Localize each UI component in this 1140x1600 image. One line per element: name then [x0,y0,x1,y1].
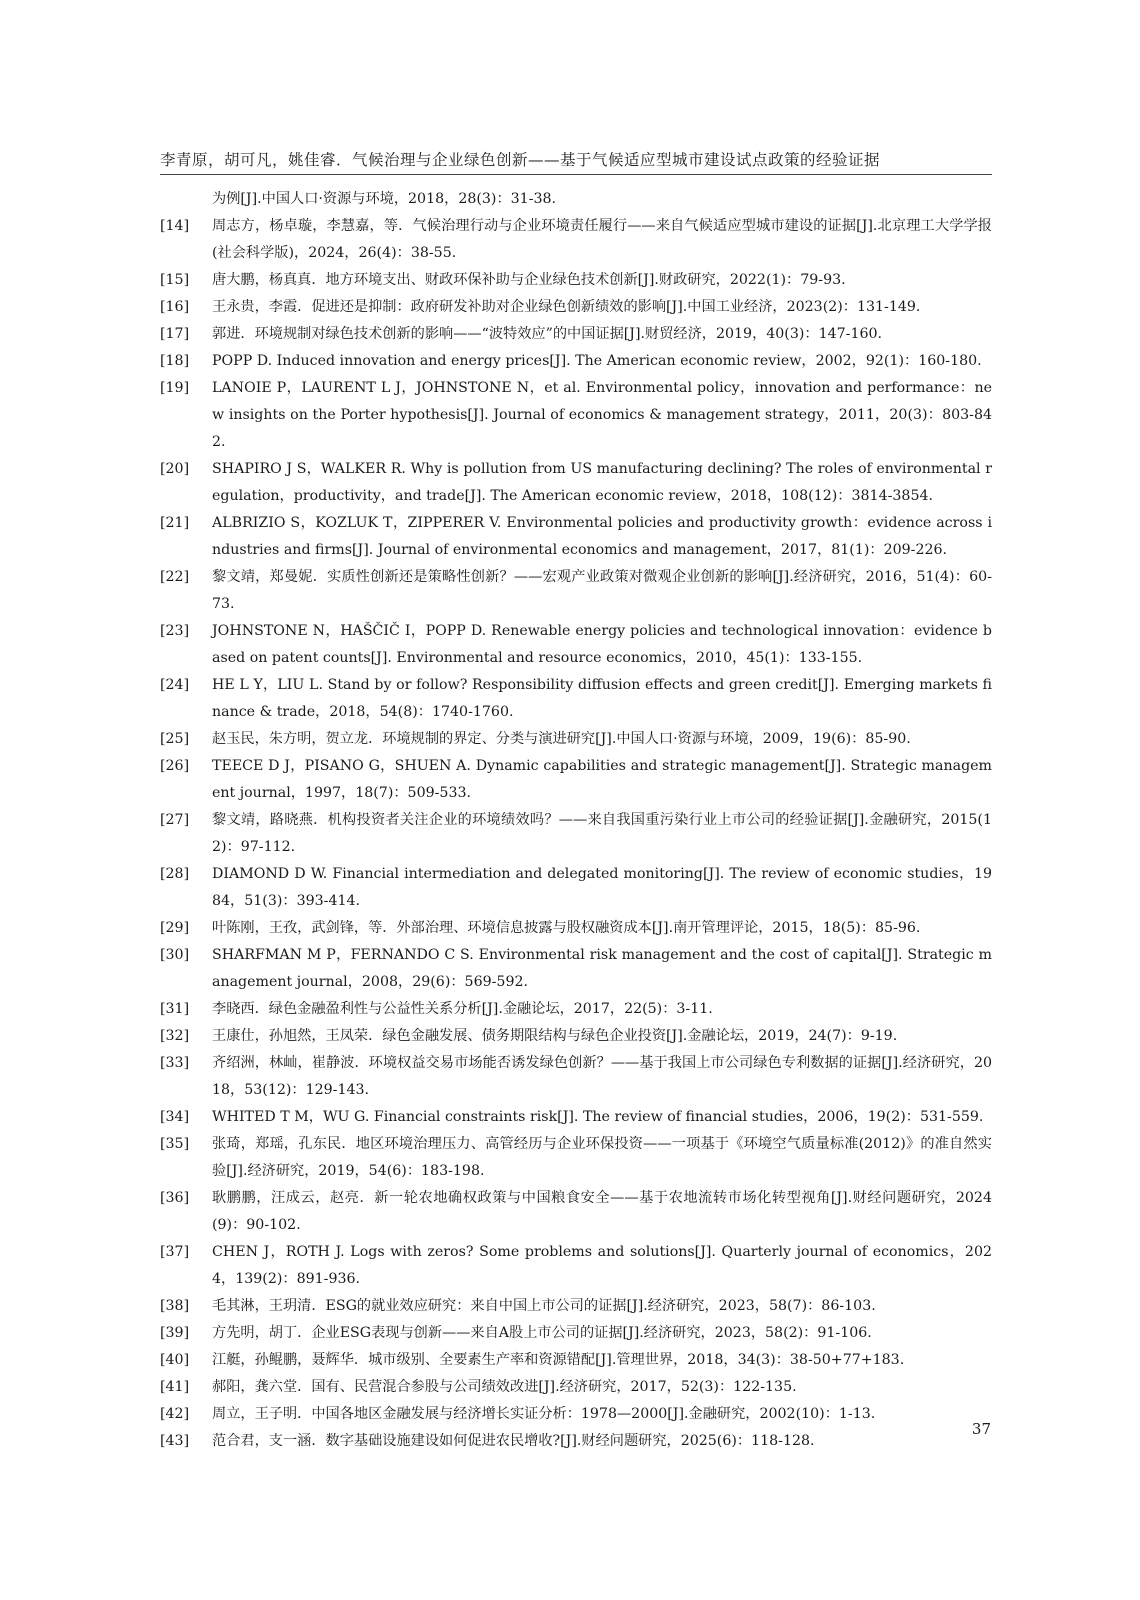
reference-item [160,996,992,1023]
reference-item [160,1320,992,1347]
reference-number: [21] [160,515,190,531]
reference-text: 周志方，杨卓璇，李慧嘉，等．气候治理行动与企业环境责任履行——来自气候适应型城市建设的证据[J].北京理工大学学报(社会科学版)，2024，26(4)：38-55. [212,218,992,261]
reference-text: 王永贵，李霞．促进还是抑制：政府研发补助对企业绿色创新绩效的影响[J].中国工业经济，2023(2)：131-149. [212,299,921,315]
reference-number: [20] [160,461,190,477]
reference-number: [30] [160,947,190,963]
reference-item [160,510,992,564]
reference-number: [42] [160,1406,190,1422]
reference-item [160,348,992,375]
reference-text: 李晓西．绿色金融盈利性与公益性关系分析[J].金融论坛，2017，22(5)：3-11. [212,1001,713,1017]
reference-text: SHARFMAN M P，FERNANDO C S. Environmental risk management and the cost of capital[J]. Strategic management journal，2008，29(6)：569-592. [212,947,992,990]
reference-item [160,564,992,618]
reference-item [160,321,992,348]
reference-item [160,1239,992,1293]
reference-item [160,1104,992,1131]
reference-item [160,1347,992,1374]
reference-text: 齐绍洲，林屾，崔静波．环境权益交易市场能否诱发绿色创新？——基于我国上市公司绿色专利数据的证据[J].经济研究，2018，53(12)：129-143. [212,1055,992,1098]
reference-number: [24] [160,677,190,693]
reference-number: [28] [160,866,190,882]
reference-number: [17] [160,326,190,342]
reference-number: [19] [160,380,190,396]
reference-text: 郭进．环境规制对绿色技术创新的影响——“波特效应”的中国证据[J].财贸经济，2019，40(3)：147-160. [212,326,883,342]
reference-text: LANOIE P，LAURENT L J，JOHNSTONE N，et al. Environmental policy，innovation and performance：new insights on the Porter hypothesis[J]. Journal of economics & management strategy，2011，20(3)：803-842. [212,380,992,450]
reference-text: DIAMOND D W. Financial intermediation and delegated monitoring[J]. The review of economic studies，1984，51(3)：393-414. [212,866,992,909]
reference-text: 赵玉民，朱方明，贺立龙．环境规制的界定、分类与演进研究[J].中国人口·资源与环境，2009，19(6)：85-90. [212,731,911,747]
reference-text: HE L Y，LIU L. Stand by or follow? Responsibility diffusion effects and green credit[J]. Emerging markets finance & trade，2018，54(8)：1740-1760. [212,677,992,720]
reference-item [160,1185,992,1239]
reference-item [160,1293,992,1320]
reference-text: 耿鹏鹏，汪成云，赵亮．新一轮农地确权政策与中国粮食安全——基于农地流转市场化转型视角[J].财经问题研究，2024(9)：90-102. [212,1190,992,1233]
reference-item [160,1401,992,1428]
reference-text: ALBRIZIO S，KOZLUK T，ZIPPERER V. Environmental policies and productivity growth：evidence across industries and firms[J]. Journal of environmental economics and management，2017，81(1)：209-226. [212,515,992,558]
reference-text: POPP D. Induced innovation and energy prices[J]. The American economic review，2002，92(1)：160-180. [212,353,982,369]
reference-number: [40] [160,1352,190,1368]
reference-list [160,186,992,1455]
reference-item [160,213,992,267]
reference-number: [31] [160,1001,190,1017]
reference-text: 郝阳，龚六堂．国有、民营混合参股与公司绩效改进[J].经济研究，2017，52(3)：122-135. [212,1379,797,1395]
reference-item [160,915,992,942]
reference-item [160,1131,992,1185]
reference-item [160,1428,992,1455]
reference-item [160,942,992,996]
reference-continuation [160,186,992,213]
reference-text: 张琦，郑瑶，孔东民．地区环境治理压力、高管经历与企业环保投资——一项基于《环境空气质量标准(2012)》的准自然实验[J].经济研究，2019，54(6)：183-198. [212,1136,992,1179]
reference-item [160,267,992,294]
running-head: 李青原，胡可凡，姚佳睿．气候治理与企业绿色创新——基于气候适应型城市建设试点政策的经验证据 [160,151,881,169]
reference-number: [43] [160,1433,190,1449]
reference-item [160,294,992,321]
reference-number: [33] [160,1055,190,1071]
header-rule [160,174,992,175]
reference-number: [35] [160,1136,190,1152]
reference-text: 叶陈刚，王孜，武剑锋，等．外部治理、环境信息披露与股权融资成本[J].南开管理评论，2015，18(5)：85-96. [212,920,921,936]
reference-item [160,861,992,915]
reference-item [160,807,992,861]
reference-item [160,1050,992,1104]
reference-text: TEECE D J，PISANO G，SHUEN A. Dynamic capabilities and strategic management[J]. Strategic management journal，1997，18(7)：509-533. [212,758,992,801]
reference-text: 毛其淋，王玥清．ESG的就业效应研究：来自中国上市公司的证据[J].经济研究，2023，58(7)：86-103. [212,1298,876,1314]
reference-text: 为例[J].中国人口·资源与环境，2018，28(3)：31-38. [212,191,557,207]
reference-number: [32] [160,1028,190,1044]
reference-text: WHITED T M，WU G. Financial constraints risk[J]. The review of financial studies，2006，19(2)：531-559. [212,1109,984,1125]
reference-text: 江艇，孙鲲鹏，聂辉华．城市级别、全要素生产率和资源错配[J].管理世界，2018，34(3)：38-50+77+183. [212,1352,905,1368]
reference-text: 黎文靖，路晓燕．机构投资者关注企业的环境绩效吗？——来自我国重污染行业上市公司的经验证据[J].金融研究，2015(12)：97-112. [212,812,992,855]
reference-number: [14] [160,218,190,234]
reference-number: [34] [160,1109,190,1125]
page-number: 37 [971,1420,991,1438]
reference-number: [26] [160,758,190,774]
reference-item [160,672,992,726]
reference-text: SHAPIRO J S，WALKER R. Why is pollution from US manufacturing declining? The roles of environmental regulation，productivity，and trade[J]. The American economic review，2018，108(12)：3814-3854. [212,461,992,504]
reference-number: [18] [160,353,190,369]
reference-number: [39] [160,1325,190,1341]
reference-item [160,375,992,456]
reference-text: 黎文靖，郑曼妮．实质性创新还是策略性创新？——宏观产业政策对微观企业创新的影响[J].经济研究，2016，51(4)：60-73. [212,569,992,612]
reference-number: [27] [160,812,190,828]
reference-number: [15] [160,272,190,288]
reference-text: 范合君，支一涵．数字基础设施建设如何促进农民增收?[J].财经问题研究，2025(6)：118-128. [212,1433,815,1449]
reference-number: [16] [160,299,190,315]
reference-item [160,753,992,807]
reference-text: 周立，王子明．中国各地区金融发展与经济增长实证分析：1978—2000[J].金融研究，2002(10)：1-13. [212,1406,876,1422]
reference-item [160,726,992,753]
reference-number: [37] [160,1244,190,1260]
reference-item [160,618,992,672]
reference-number: [22] [160,569,190,585]
reference-text: CHEN J，ROTH J. Logs with zeros? Some problems and solutions[J]. Quarterly journal of economics，2024，139(2)：891-936. [212,1244,992,1287]
reference-text: JOHNSTONE N，HAŠČIČ I，POPP D. Renewable energy policies and technological innovation：evidence based on patent counts[J]. Environmental and resource economics，2010，45(1)：133-155. [212,623,992,666]
reference-number: [25] [160,731,190,747]
reference-number: [36] [160,1190,190,1206]
reference-text: 王康仕，孙旭然，王凤荣．绿色金融发展、债务期限结构与绿色企业投资[J].金融论坛，2019，24(7)：9-19. [212,1028,898,1044]
reference-number: [29] [160,920,190,936]
reference-number: [38] [160,1298,190,1314]
reference-item [160,456,992,510]
reference-item [160,1374,992,1401]
reference-text: 方先明，胡丁．企业ESG表现与创新——来自A股上市公司的证据[J].经济研究，2023，58(2)：91-106. [212,1325,872,1341]
reference-text: 唐大鹏，杨真真．地方环境支出、财政环保补助与企业绿色技术创新[J].财政研究，2022(1)：79-93. [212,272,846,288]
reference-number: [23] [160,623,190,639]
reference-item [160,1023,992,1050]
reference-number: [41] [160,1379,190,1395]
